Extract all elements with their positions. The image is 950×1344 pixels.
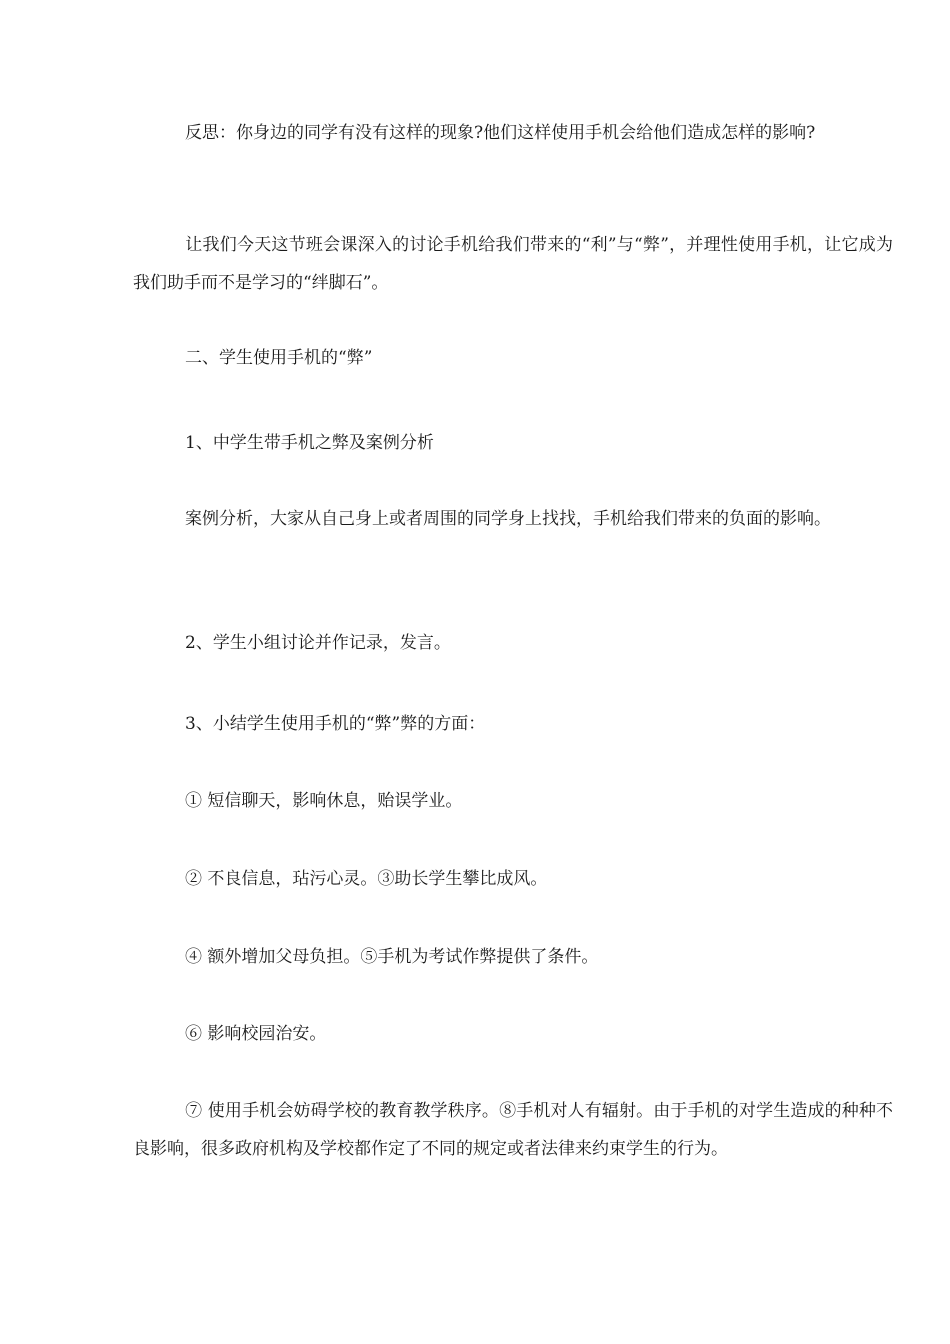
paragraph-text: 让我们今天这节班会课深入的讨论手机给我们带来的“利”与“弊”，并理性使用手机，让它成为我们助手而不是学习的“绊脚石”。 [133, 235, 893, 293]
section-heading [133, 339, 893, 377]
list-item-text: ⑥ 影响校园治安。 [185, 1024, 327, 1044]
subsection-heading-1 [133, 424, 893, 462]
paragraph-reflection [133, 114, 893, 152]
heading-text: 1、中学生带手机之弊及案例分析 [185, 433, 434, 453]
list-item [133, 1092, 893, 1168]
heading-text: 二、学生使用手机的“弊” [185, 348, 373, 368]
list-item [133, 1015, 893, 1053]
paragraph-text: 反思：你身边的同学有没有这样的现象?他们这样使用手机会给他们造成怎样的影响? [185, 123, 816, 143]
heading-text: 2、学生小组讨论并作记录，发言。 [185, 633, 451, 653]
paragraph-intro [133, 226, 893, 302]
list-item-text: ① 短信聊天，影响休息，贻误学业。 [185, 791, 463, 811]
list-item [133, 938, 893, 976]
list-item-text: ② 不良信息，玷污心灵。③助长学生攀比成风。 [185, 869, 548, 889]
list-item [133, 860, 893, 898]
subsection-heading-2 [133, 624, 893, 662]
list-item-text: ④ 额外增加父母负担。⑤手机为考试作弊提供了条件。 [185, 947, 599, 967]
list-item [133, 782, 893, 820]
paragraph-case-analysis [133, 500, 893, 538]
heading-text: 3、小结学生使用手机的“弊”弊的方面： [185, 714, 486, 734]
paragraph-text: 案例分析，大家从自己身上或者周围的同学身上找找，手机给我们带来的负面的影响。 [185, 509, 831, 529]
list-item-text: ⑦ 使用手机会妨碍学校的教育教学秩序。⑧手机对人有辐射。由于手机的对学生造成的种种不良影响，很多政府机构及学校都作定了不同的规定或者法律来约束学生的行为。 [133, 1101, 893, 1159]
subsection-heading-3 [133, 705, 893, 743]
